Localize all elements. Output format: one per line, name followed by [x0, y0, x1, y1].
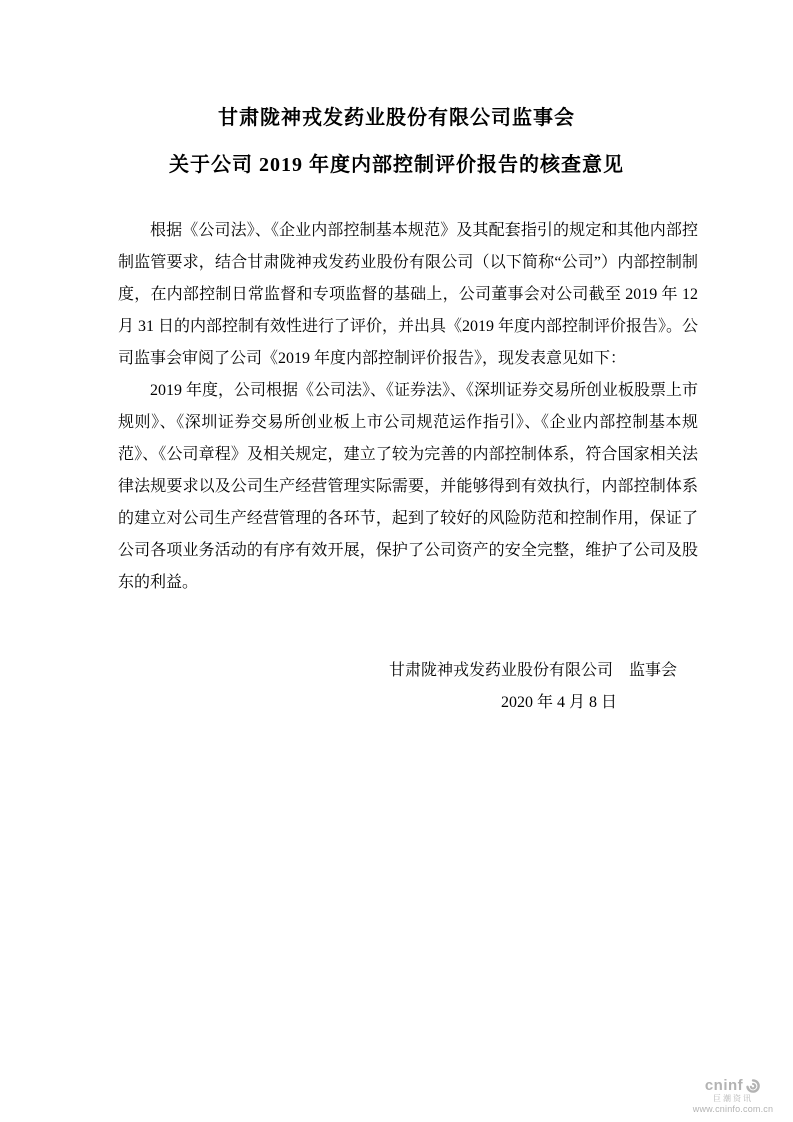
- document-title: [0, 0, 793, 189]
- title-line-1: 甘肃陇神戎发药业股份有限公司监事会: [218, 107, 575, 129]
- paragraph-2: 2019 年度，公司根据《公司法》、《证券法》、《深圳证券交易所创业板股票上市规则》、《深圳证券交易所创业板上市公司规范运作指引》、《企业内部控制基本规范》、《公司章程》及相关规定，建立了较为完善的内部控制体系，符合国家相关法律法规要求以及公司生产经营管理实际需要，并能够得到有效执行，内部控制体系的建立对公司生产经营管理的各环节，起到了较好的风险防范和控制作用，保证了公司各项业务活动的有序有效开展，保护了公司资产的安全完整，维护了公司及股东的利益。: [118, 382, 699, 591]
- title-line-2: 关于公司 2019 年度内部控制评价报告的核查意见: [169, 154, 624, 176]
- cninfo-logo-text: cninf: [704, 1077, 744, 1095]
- document-body: [118, 215, 698, 719]
- signature-company: 甘肃陇神戎发药业股份有限公司 监事会: [388, 662, 677, 679]
- signature-date: 2020 年 4 月 8 日: [500, 694, 617, 711]
- cninfo-url: www.cninfo.com.cn: [692, 1103, 774, 1114]
- cninfo-watermark: [678, 1077, 788, 1114]
- signature-block: [118, 655, 698, 719]
- paragraph-1: 根据《公司法》、《企业内部控制基本规范》及其配套指引的规定和其他内部控制监管要求，结合甘肃陇神戎发药业股份有限公司（以下简称“公司”）内部控制制度，在内部控制日常监督和专项监督的基础上，公司董事会对公司截至 2019 年 12 月 31 日的内部控制有效性进行了评价，并出具《2019 年度内部控制评价报告》。公司监事会审阅了公司《2019 年度内部控制评价报告》，现发表意见如下：: [118, 222, 699, 367]
- cninfo-logo-row: [678, 1077, 788, 1094]
- cninfo-brand-cn: 巨潮资讯: [713, 1094, 753, 1104]
- cninfo-swirl-icon: [745, 1078, 761, 1094]
